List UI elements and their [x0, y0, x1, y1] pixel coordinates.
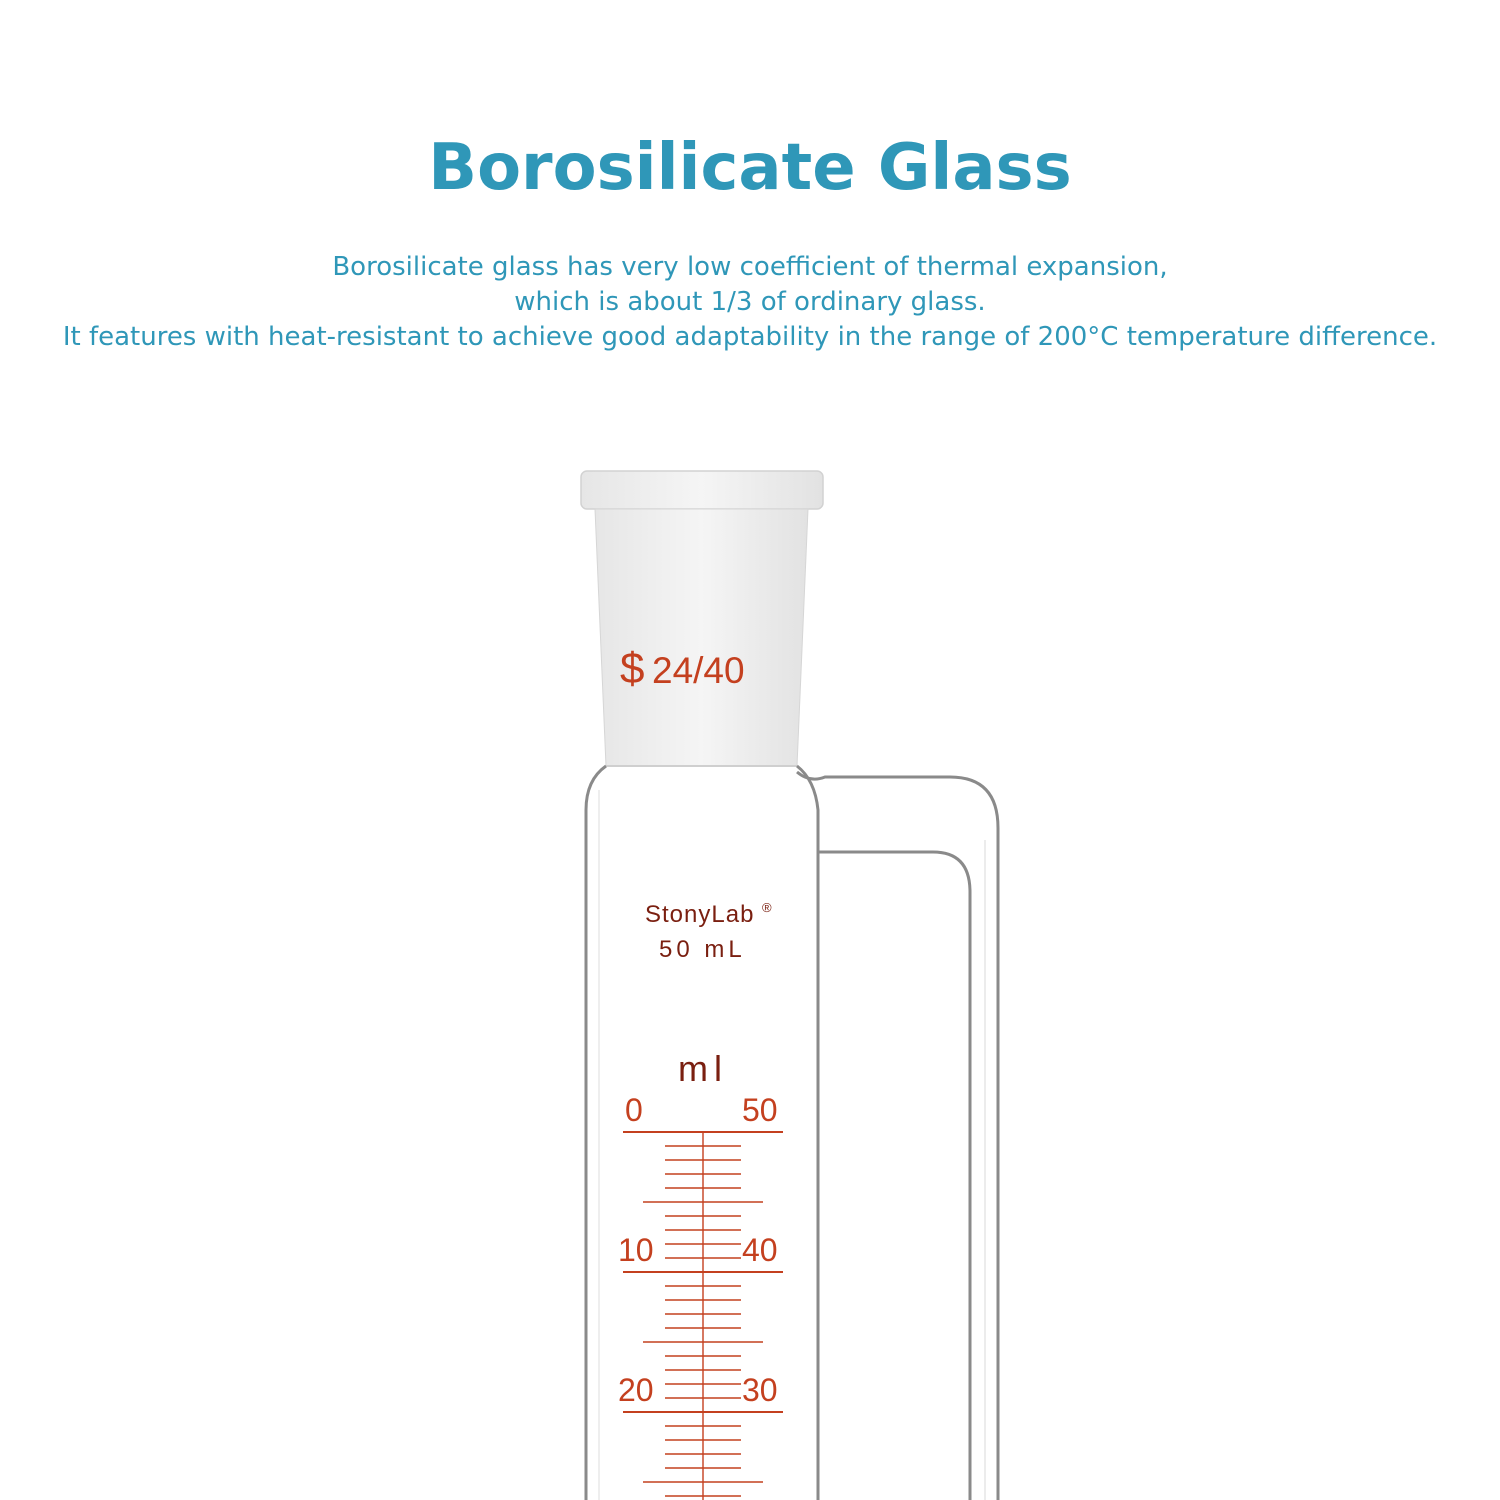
scale-right-label-0: 50: [742, 1092, 778, 1128]
description-line-2: which is about 1/3 of ordinary glass.: [514, 287, 986, 317]
brand-name: StonyLab: [645, 901, 755, 928]
tube-right-wall: [797, 766, 818, 1500]
registered-mark: ®: [762, 900, 772, 915]
standard-taper-symbol: $: [620, 644, 645, 693]
scale-left-label-1: 10: [618, 1232, 654, 1268]
joint-size-label: 24/40: [652, 650, 745, 691]
capacity-label: 50 mL: [659, 936, 746, 963]
joint-marking: [620, 644, 745, 693]
tube-left-wall: [586, 766, 606, 1500]
scale-unit: ml: [678, 1048, 728, 1089]
scale-right-label-1: 40: [742, 1232, 778, 1268]
side-arm: [797, 772, 998, 1500]
scale-ticks: [623, 1132, 783, 1500]
joint-rim: [581, 471, 823, 509]
scale-left-label-2: 20: [618, 1372, 654, 1408]
graduation-scale: [618, 1048, 783, 1500]
side-arm-inner: [818, 852, 970, 1500]
description-line-1: Borosilicate glass has very low coefficient of thermal expansion,: [332, 252, 1168, 282]
heading: Borosilicate Glass: [428, 131, 1072, 205]
ground-glass-joint: [581, 471, 823, 766]
scale-right-label-2: 30: [742, 1372, 778, 1408]
brand-marking: [645, 900, 772, 963]
scale-left-label-0: 0: [625, 1092, 643, 1128]
joint-taper: [595, 509, 808, 766]
description-line-3: It features with heat-resistant to achieve good adaptability in the range of 200°C temperature difference.: [62, 322, 1438, 352]
